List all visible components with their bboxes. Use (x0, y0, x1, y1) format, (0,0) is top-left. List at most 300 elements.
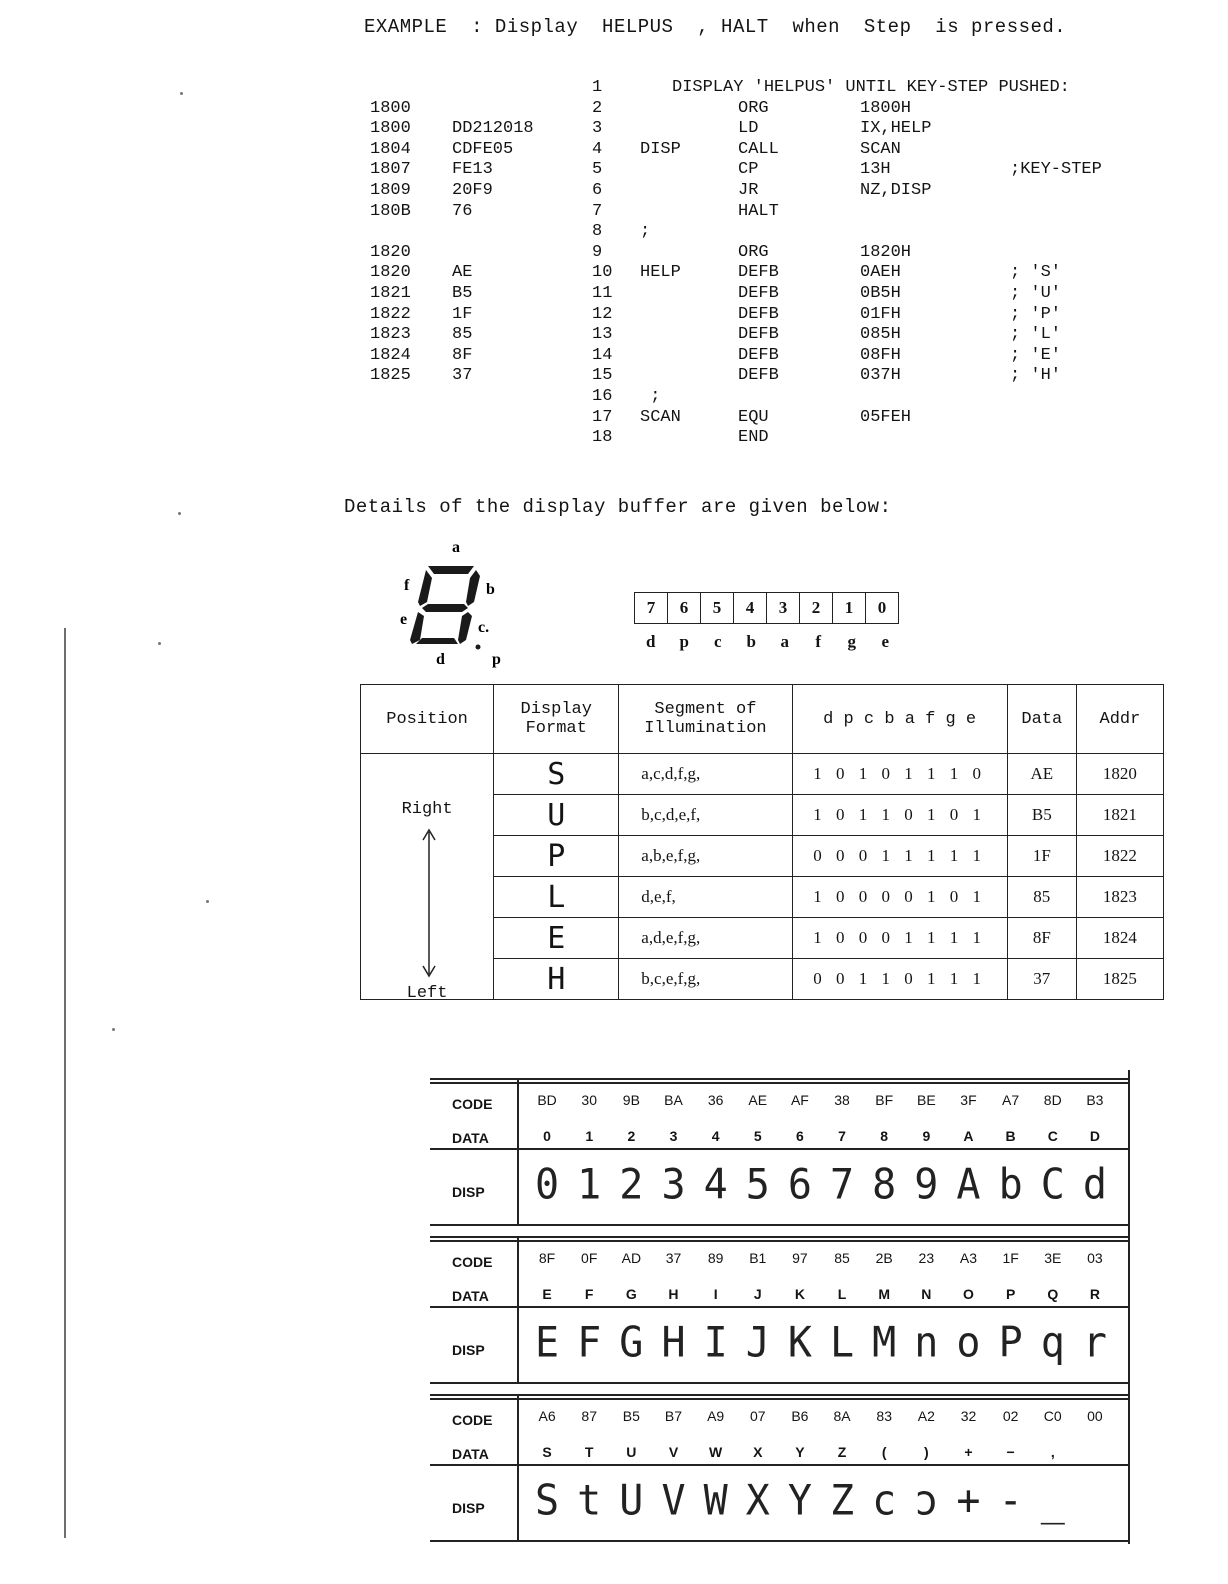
position-cell (361, 754, 494, 1003)
listing-object-code: 8F (452, 345, 473, 365)
listing-label: SCAN (640, 407, 681, 427)
code-value: 23 (918, 1250, 935, 1266)
disp-glyph: A (956, 1160, 981, 1210)
addr-cell: 1822 (1076, 836, 1163, 877)
data-value (1074, 1444, 1116, 1460)
bit-box: 0 (877, 598, 887, 617)
bit-box: 7 (635, 593, 668, 623)
header-segment: Segment of Illumination (619, 685, 792, 754)
seg-label-e: e (400, 611, 408, 628)
disp-glyph: Y (787, 1476, 812, 1526)
listing-operand: NZ,DISP (860, 180, 932, 200)
header-position: Position (361, 685, 494, 754)
data-value: G (625, 1286, 637, 1302)
scan-speck (180, 92, 183, 95)
listing-line-number: 15 (592, 366, 613, 386)
listing-comment: ; 'P' (1010, 304, 1062, 324)
listing-line-number: 16 (592, 386, 613, 406)
chart-divider (517, 1394, 519, 1540)
segment-cell: b,c,e,f,g, (619, 959, 792, 1000)
code-value: B7 (664, 1408, 683, 1424)
chart-rule (430, 1306, 1130, 1308)
listing-address: 1809 (370, 180, 411, 200)
bit-box: 3 (767, 593, 800, 623)
data-value: I (713, 1286, 718, 1302)
disp-glyph: ɔ (914, 1476, 939, 1526)
listing-operand: 037H (860, 366, 901, 386)
listing-line-number: 17 (592, 407, 613, 427)
chart-divider (517, 1236, 519, 1382)
segment-f (418, 570, 432, 606)
bits-cell: 1 0 0 0 0 1 0 1 (792, 877, 1007, 918)
disp-glyph: n (914, 1318, 939, 1368)
listing-opcode: LD (738, 119, 759, 139)
data-value: F (584, 1286, 594, 1302)
data-value: X (753, 1444, 763, 1460)
disp-glyph: C (1040, 1160, 1065, 1210)
data-cell: 1F (1007, 836, 1076, 877)
listing-address: 1821 (370, 283, 411, 303)
listing-comment: ; 'L' (1010, 325, 1062, 345)
bit-segment-label: p (679, 632, 689, 651)
listing-object-code: 76 (452, 201, 473, 221)
chart-rule (430, 1540, 1130, 1542)
listing-address: 180B (370, 201, 411, 221)
disp-glyph: 1 (577, 1160, 602, 1210)
data-value: 5 (753, 1128, 762, 1144)
buffer-heading: Details of the display buffer are given below: (344, 496, 892, 518)
listing-line-number: 2 (592, 98, 603, 118)
bit-box: 6 (668, 593, 701, 623)
disp-glyph: o (956, 1318, 981, 1368)
code-value: BA (664, 1092, 683, 1108)
listing-comment: ; 'E' (1010, 345, 1062, 365)
segment-d (416, 638, 458, 644)
code-value: 0F (581, 1250, 598, 1266)
listing-opcode: END (738, 428, 769, 448)
bit-box: 5 (701, 593, 734, 623)
data-value: L (837, 1286, 847, 1302)
code-values (526, 1408, 1116, 1424)
listing-address: 1825 (370, 366, 411, 386)
listing-line-number: 9 (592, 242, 603, 262)
listing-comment: ; 'U' (1010, 283, 1062, 303)
chart-rule (430, 1082, 1130, 1084)
format-cell: S (494, 754, 619, 795)
bit-segment-label: e (881, 632, 890, 651)
data-cell: 8F (1007, 918, 1076, 959)
code-value: B3 (1086, 1092, 1104, 1108)
table-row (361, 754, 1164, 795)
code-value: A6 (538, 1408, 556, 1424)
disp-glyph: F (577, 1318, 602, 1368)
disp-glyph: 9 (914, 1160, 939, 1210)
disp-glyph: I (703, 1318, 728, 1368)
disp-label: DISP (452, 1184, 485, 1200)
chart-right-border (1128, 1070, 1130, 1228)
code-value: B5 (622, 1408, 640, 1424)
code-label: CODE (452, 1254, 493, 1270)
addr-cell: 1820 (1076, 754, 1163, 795)
disp-glyph: K (787, 1318, 812, 1368)
data-value: 3 (669, 1128, 678, 1144)
chart-rule (430, 1382, 1130, 1384)
seg-label-d: d (436, 651, 445, 668)
data-label: DATA (452, 1288, 489, 1304)
data-value: 1 (585, 1128, 594, 1144)
disp-glyph: J (745, 1318, 770, 1368)
data-value: V (668, 1444, 679, 1460)
listing-object-code: DD212018 (452, 119, 534, 139)
listing-address: 1823 (370, 325, 411, 345)
listing-address: 1800 (370, 98, 411, 118)
code-value: B6 (791, 1408, 809, 1424)
seven-segment-diagram (396, 532, 536, 672)
code-value: A7 (1002, 1092, 1020, 1108)
disp-glyph: q (1040, 1318, 1065, 1368)
bits-cell: 0 0 0 1 1 1 1 1 (792, 836, 1007, 877)
header-data: Data (1007, 685, 1076, 754)
data-label: DATA (452, 1130, 489, 1146)
listing-operand: 08FH (860, 345, 901, 365)
segment-b (466, 570, 480, 606)
disp-glyph: 6 (787, 1160, 812, 1210)
chart-rule (430, 1078, 1130, 1080)
segment-cell: a,b,e,f,g, (619, 836, 792, 877)
listing-operand: 05FEH (860, 407, 912, 427)
header-format: Display Format (494, 685, 619, 754)
listing-opcode: EQU (738, 407, 769, 427)
disp-glyph: P (998, 1318, 1023, 1368)
disp-glyph: t (577, 1476, 602, 1526)
bit-position-boxes (634, 592, 899, 624)
listing-label: DISP (640, 139, 681, 159)
listing-opcode: CP (738, 160, 759, 180)
code-value: 97 (792, 1250, 808, 1266)
data-value: , (1050, 1444, 1055, 1460)
example-heading: EXAMPLE : Display HELPUS , HALT when Step is pressed. (364, 16, 1067, 38)
segment-shapes (410, 566, 480, 644)
scan-speck (112, 1028, 115, 1031)
disp-glyph: W (703, 1476, 728, 1526)
data-cell: B5 (1007, 795, 1076, 836)
position-right-label: Right (401, 800, 453, 819)
addr-cell: 1825 (1076, 959, 1163, 1000)
code-value: A2 (917, 1408, 935, 1424)
listing-line-number: 10 (592, 263, 613, 283)
data-value: 4 (711, 1128, 720, 1144)
data-value: J (753, 1286, 762, 1302)
listing-line-number: 8 (592, 222, 603, 242)
listing-address: 1807 (370, 160, 411, 180)
display-buffer-table (360, 684, 1164, 1003)
bit-box: 2 (800, 593, 833, 623)
listing-operand: 0B5H (860, 283, 901, 303)
header-bits: d p c b a f g e (792, 685, 1007, 754)
seg-label-b: b (486, 581, 495, 598)
disp-glyph: L (830, 1318, 855, 1368)
code-value: 2B (875, 1250, 893, 1266)
listing-opcode: ORG (738, 242, 769, 262)
code-value: 07 (749, 1408, 766, 1424)
disp-glyph: _ (1040, 1476, 1065, 1526)
bit-segment-label: f (815, 632, 822, 651)
data-value: M (878, 1286, 891, 1302)
listing-object-code: 20F9 (452, 180, 493, 200)
data-value: Y (795, 1444, 805, 1460)
listing-object-code: FE13 (452, 160, 493, 180)
code-value: AF (790, 1092, 809, 1108)
code-value: 8A (833, 1408, 851, 1424)
listing-comment: ; 'H' (1010, 366, 1062, 386)
format-cell: U (494, 795, 619, 836)
code-value: 3F (960, 1092, 977, 1108)
data-value: C (1047, 1128, 1058, 1144)
bit-segment-labels (634, 632, 902, 652)
data-value: Q (1047, 1286, 1059, 1302)
addr-cell: 1821 (1076, 795, 1163, 836)
code-value: 30 (581, 1092, 597, 1108)
disp-glyphs (526, 1320, 1116, 1366)
chart-rule (430, 1240, 1130, 1242)
code-value: 89 (707, 1250, 724, 1266)
code-value: BE (916, 1092, 936, 1108)
disp-glyph: 8 (872, 1160, 897, 1210)
format-cell: H (494, 959, 619, 1000)
bit-segment-label: d (646, 632, 656, 651)
disp-label: DISP (452, 1500, 485, 1516)
code-value: 32 (960, 1408, 977, 1424)
header-addr: Addr (1076, 685, 1163, 754)
listing-opcode: CALL (738, 139, 779, 159)
code-label: CODE (452, 1096, 493, 1112)
listing-operand: 13H (860, 160, 891, 180)
code-value: 37 (665, 1250, 682, 1266)
data-value: + (964, 1444, 973, 1460)
listing-address: 1820 (370, 263, 411, 283)
disp-glyph: c (872, 1476, 897, 1526)
listing-line-number: 7 (592, 201, 603, 221)
code-value: 03 (1087, 1250, 1103, 1266)
disp-glyph (1074, 1477, 1116, 1525)
data-value: A (963, 1128, 974, 1144)
code-values (526, 1092, 1116, 1108)
listing-address: 1800 (370, 119, 411, 139)
code-value: 9B (622, 1092, 640, 1108)
disp-glyph: b (998, 1160, 1023, 1210)
data-value: ) (924, 1444, 929, 1460)
disp-label: DISP (452, 1342, 485, 1358)
data-value: Z (837, 1444, 847, 1460)
disp-glyph: 7 (830, 1160, 855, 1210)
data-values (526, 1444, 1116, 1460)
listing-address: 1822 (370, 304, 411, 324)
segment-c (458, 612, 472, 644)
data-value: T (584, 1444, 594, 1460)
listing-operand: 01FH (860, 304, 901, 324)
listing-label: ; (640, 386, 661, 406)
bit-segment-label: b (746, 632, 756, 651)
format-cell: L (494, 877, 619, 918)
disp-glyph: H (661, 1318, 686, 1368)
bits-cell: 1 0 1 0 1 1 1 0 (792, 754, 1007, 795)
segment-cell: a,d,e,f,g, (619, 918, 792, 959)
code-value: 02 (1002, 1408, 1019, 1424)
listing-operand: 0AEH (860, 263, 901, 283)
code-value: B1 (749, 1250, 767, 1266)
listing-opcode: HALT (738, 201, 779, 221)
bits-cell: 0 0 1 1 0 1 1 1 (792, 959, 1007, 1000)
data-label: DATA (452, 1446, 489, 1462)
data-value: B (1005, 1128, 1016, 1144)
code-chart (430, 1070, 1130, 1540)
disp-glyph: d (1082, 1160, 1107, 1210)
listing-object-code: AE (452, 263, 473, 283)
listing-line-number: 11 (592, 283, 613, 303)
disp-glyph: 0 (535, 1160, 560, 1210)
listing-address: 1820 (370, 242, 411, 262)
chart-divider (517, 1078, 519, 1224)
bit-segment-label: g (847, 632, 856, 651)
chart-rule (430, 1398, 1130, 1400)
disp-glyphs (526, 1162, 1116, 1208)
bits-cell: 1 0 1 1 0 1 0 1 (792, 795, 1007, 836)
listing-object-code: B5 (452, 283, 473, 303)
data-value: N (921, 1286, 932, 1302)
bit-box: 1 (833, 593, 866, 623)
data-value: 2 (627, 1128, 636, 1144)
listing-label: ; (640, 222, 651, 242)
data-values (526, 1128, 1116, 1144)
data-value: 6 (796, 1128, 804, 1144)
listing-operand: 1820H (860, 242, 912, 262)
seg-label-g: g (436, 616, 443, 631)
code-label: CODE (452, 1412, 493, 1428)
code-value: C0 (1043, 1408, 1062, 1424)
data-value: 0 (543, 1128, 551, 1144)
code-value: 00 (1087, 1408, 1103, 1424)
data-values (526, 1286, 1116, 1302)
table-header-row (361, 685, 1164, 754)
data-value: S (542, 1444, 552, 1460)
chart-rule (430, 1224, 1130, 1226)
seg-label-p: p (492, 651, 501, 668)
bit-segment-label: c (713, 632, 722, 651)
code-value: BF (875, 1092, 894, 1108)
code-value: 8D (1043, 1092, 1062, 1108)
listing-comment: ; 'S' (1010, 263, 1062, 283)
listing-opcode: DEFB (738, 345, 779, 365)
disp-glyph: - (998, 1476, 1023, 1526)
data-value: − (1006, 1444, 1015, 1460)
chart-right-border (1128, 1386, 1130, 1544)
code-value: AE (748, 1092, 768, 1108)
code-chart-block (430, 1386, 1130, 1544)
listing-opcode: DEFB (738, 325, 779, 345)
data-cell: AE (1007, 754, 1076, 795)
code-value: A3 (959, 1250, 978, 1266)
listing-address: 1804 (370, 139, 411, 159)
disp-glyph: G (619, 1318, 644, 1368)
segment-g (422, 604, 468, 612)
disp-glyph: U (619, 1476, 644, 1526)
bit-box: 4 (734, 593, 767, 623)
listing-line-number: 14 (592, 345, 613, 365)
segment-p (476, 645, 481, 650)
listing-operand: 085H (860, 325, 901, 345)
code-value: BD (537, 1092, 557, 1108)
data-value: E (542, 1286, 552, 1302)
segment-a (428, 566, 474, 574)
listing-operand: 1800H (860, 98, 912, 118)
chart-rule (430, 1394, 1130, 1396)
data-value: P (1005, 1286, 1016, 1302)
listing-object-code: 37 (452, 366, 473, 386)
disp-glyphs (526, 1478, 1116, 1524)
data-cell: 85 (1007, 877, 1076, 918)
disp-glyph: + (956, 1476, 981, 1526)
data-value: R (1089, 1286, 1100, 1302)
code-value: AD (621, 1250, 642, 1266)
format-cell: P (494, 836, 619, 877)
listing-object-code: 85 (452, 325, 473, 345)
code-value: 8F (538, 1250, 556, 1266)
disp-glyph: 5 (745, 1160, 770, 1210)
code-value: 38 (834, 1092, 850, 1108)
code-chart-block (430, 1228, 1130, 1386)
listing-address: 1824 (370, 345, 411, 365)
scan-speck (206, 900, 209, 903)
listing-line-number: 18 (592, 428, 613, 448)
seg-label-f: f (404, 577, 410, 594)
listing-opcode: JR (738, 180, 759, 200)
listing-operand: IX,HELP (860, 119, 932, 139)
segment-cell: b,c,d,e,f, (619, 795, 792, 836)
listing-label: HELP (640, 263, 681, 283)
code-value: 87 (581, 1408, 597, 1424)
data-value: O (963, 1286, 974, 1302)
position-left-label: Left (406, 984, 448, 1003)
disp-glyph: 4 (703, 1160, 728, 1210)
listing-comment: ;KEY-STEP (1010, 160, 1102, 180)
disp-glyph: E (535, 1318, 560, 1368)
data-value: U (626, 1444, 637, 1460)
disp-glyph: r (1082, 1318, 1107, 1368)
listing-operand: SCAN (860, 139, 901, 159)
code-value: 36 (707, 1092, 724, 1108)
chart-rule (430, 1464, 1130, 1466)
addr-cell: 1823 (1076, 877, 1163, 918)
data-value: H (668, 1286, 679, 1302)
data-value: 8 (880, 1128, 889, 1144)
seg-label-c: c. (478, 619, 490, 636)
chart-rule (430, 1236, 1130, 1238)
listing-opcode: DEFB (738, 263, 779, 283)
listing-object-code: 1F (452, 304, 473, 324)
listing-title: DISPLAY 'HELPUS' UNTIL KEY-STEP PUSHED: (672, 78, 1070, 97)
disp-glyph: 3 (661, 1160, 686, 1210)
page-margin-line (64, 628, 66, 1538)
listing-opcode: ORG (738, 98, 769, 118)
code-value: A9 (707, 1408, 725, 1424)
disp-glyph: V (661, 1476, 686, 1526)
data-value: 7 (838, 1128, 846, 1144)
code-value: 85 (834, 1250, 850, 1266)
seg-label-a: a (452, 539, 460, 556)
format-cell: E (494, 918, 619, 959)
disp-glyph: M (872, 1318, 897, 1368)
listing-line-number: 5 (592, 160, 603, 180)
